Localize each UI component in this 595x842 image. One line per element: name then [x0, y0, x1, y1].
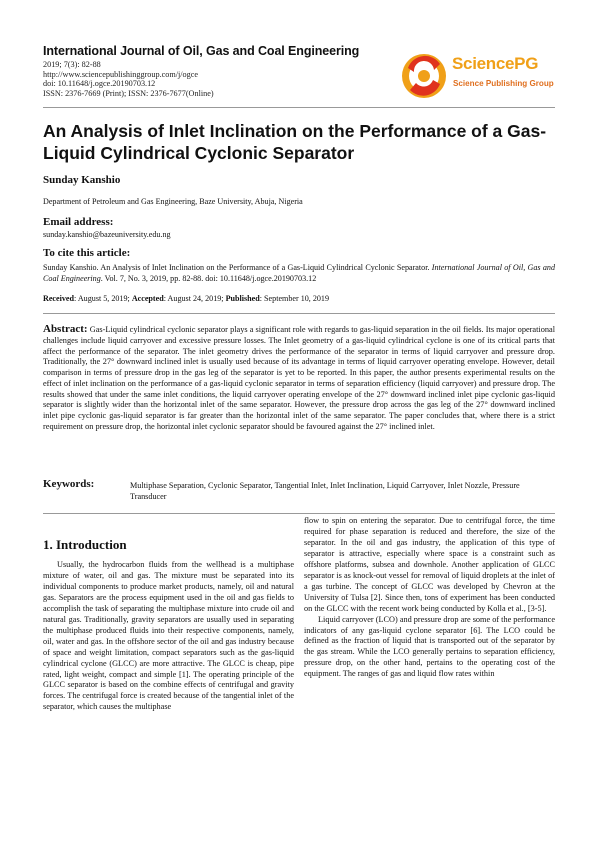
received-date: : August 5, 2019;	[74, 294, 132, 303]
journal-issue: 2019; 7(3): 82-88	[43, 60, 101, 69]
keywords-list: Multiphase Separation, Cyclonic Separator, Tangential Inlet, Inlet Inclination, Liquid Carryover, Inlet Nozzle, Pressure Transducer	[130, 481, 520, 501]
article-dates	[43, 294, 329, 303]
abstract-divider	[43, 513, 555, 514]
published-date: : September 10, 2019	[259, 294, 330, 303]
citation-text	[43, 263, 555, 284]
accepted-date: : August 24, 2019;	[163, 294, 226, 303]
journal-meta	[43, 60, 214, 98]
article-title: An Analysis of Inlet Inclination on the Performance of a Gas-Liquid Cylindrical Cyclonic Separator	[43, 121, 547, 163]
cite-heading: To cite this article:	[43, 247, 131, 259]
keywords-heading: Keywords:	[43, 478, 95, 490]
logo-text: SciencePG	[452, 54, 539, 73]
header-divider	[43, 107, 555, 108]
journal-url[interactable]: http://www.sciencepublishinggroup.com/j/ogce	[43, 69, 199, 79]
abstract	[43, 324, 555, 433]
citation-main: Sunday Kanshio. An Analysis of Inlet Inclination on the Performance of a Gas-Liquid Cylindrical Cyclonic Separator.	[43, 263, 432, 272]
body-column-right	[304, 516, 555, 680]
citation-tail: . Vol. 7, No. 3, 2019, pp. 82-88. doi: 10.11648/j.ogce.20190703.12	[100, 273, 317, 283]
abstract-text: Gas-Liquid cylindrical cyclonic separator plays a significant role with regards to gas-liquid separation in the oil fields. Its major operational challenges include liquid carryover and excessive pressure losses. The Inlet geometry of a gas-liquid cylindrical cyclone is one of its critical parts that affect the performance of the separator. The inlet geometry drives the performance of the separator in terms of liquid carryover and pressure drop. Traditionally, the 27° downward inclined inlet is usually used because of its advantage in terms of liquid carryover operating envelope. However, detail comparison in terms of pressure drop in the gas leg of the separator is yet to be reported. In this paper, the author presents experimental results on the effect of inlet inclination on the performance of a gas-liquid cyclonic separator in terms of separation efficiency (liquid carryover) and pressure drop. The results showed that under the same inlet conditions, the liquid carryover operating envelope of the 27° downward inclined inlet pipe cyclonic gas-liquid separator is slightly wider than the horizontal inlet of the same separator. However, the pressure drop across the gas leg of the 27° downward inclined inlet pipe cyclonic gas-liquid separator is far greater than the horizontal inlet of the same separator. The paper concludes that, where there is a strict requirement on pressure drop, the horizontal inlet cyclonic separator should be favoured against the 27° inclined inlet.	[43, 325, 555, 431]
author-affiliation: Department of Petroleum and Gas Engineering, Baze University, Abuja, Nigeria	[43, 197, 303, 206]
citation-journal: International Journal of Oil, Gas and Coal Engineering	[43, 263, 555, 283]
paragraph: Liquid carryover (LCO) and pressure drop are some of the performance indicators of any gas-liquid cyclone separator [6]. The LCO could be defined as the fraction of liquid that is transported out of the separator by the gas stream. While the LCO generally pertains to separation efficiency, pressure drop, on the other hand, pertains to the operating cost of the equipment. The ranges of gas and liquid flow rates within	[304, 614, 555, 679]
email-address[interactable]: sunday.kanshio@bazeuniversity.edu.ng	[43, 230, 171, 239]
accepted-label: Accepted	[131, 294, 164, 303]
abstract-label: Abstract:	[43, 323, 88, 335]
section-heading: 1. Introduction	[43, 537, 127, 552]
author-name: Sunday Kanshio	[43, 174, 121, 186]
journal-doi: doi: 10.11648/j.ogce.20190703.12	[43, 79, 156, 89]
body-column-left	[43, 560, 294, 713]
journal-issn: ISSN: 2376-7669 (Print); ISSN: 2376-7677(Online)	[43, 88, 214, 98]
paragraph: flow to spin on entering the separator. Due to centrifugal force, the time required for phase separation is reduced and therefore, the size of the separator. In the oil and gas industry, the application of this type of separator is attractive, especially where space is a constraint such as offshore platforms, subsea and downhole. Another application of GLCC separator is as knock-out vessel for removal of liquid droplets at the inlet of a gas turbine. The concept of GLCC was developed by Chevron at the University of Tulsa [2]. Since then, tons of experiment has been conducted on the GLCC with the recent work being conducted by Kolla et al., [3-5].	[304, 516, 555, 613]
email-heading: Email address:	[43, 216, 114, 228]
received-label: Received	[43, 294, 75, 303]
logo-subtitle: Science Publishing Group	[453, 79, 554, 88]
dates-divider	[43, 313, 555, 314]
published-label: Published	[225, 294, 260, 303]
journal-name: International Journal of Oil, Gas and Coal Engineering	[43, 44, 360, 58]
paragraph: Usually, the hydrocarbon fluids from the wellhead is a multiphase mixture of water, oil and gas. The mixture must be separated into its individual components to produce market products, namely, oil and natural gas. Separators are the process equipment used in the oil and gas fields to accomplish the task of separating the multiphase mixture into crude oil and natural gas. Traditionally, gravity separators are usually used in separating the multiphase produced fluids into their respective components, namely, oil, water and gas. In the offshore sector of the oil and gas industry because of space and weight limitation, compact separators such as the gas-liquid cylindrical cyclone (GLCC) are more attractive. The GLCC is cheap, pipe rated, light weight, compact and simple [1]. The operating principle of the GLCC separator is based on the combine effects of centrifugal and gravity forces. The centrifugal force is created because of the tangential inlet of the separator, which causes the multiphase	[43, 560, 294, 712]
